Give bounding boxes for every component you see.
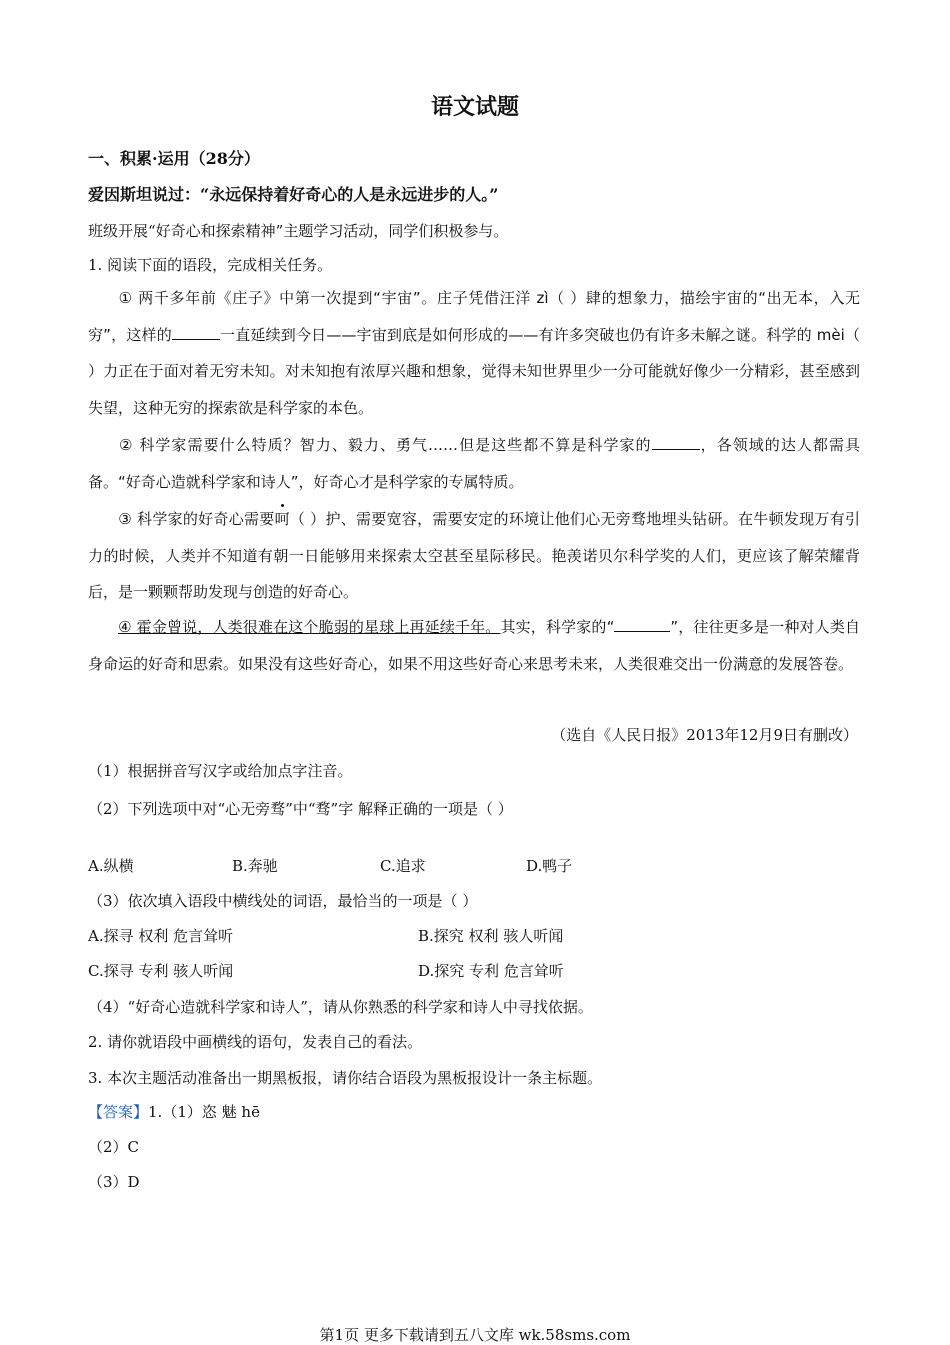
page-footer: 第1页 更多下载请到五八文库 wk.58sms.com [319, 1326, 631, 1344]
passage-paragraph-1 [88, 280, 860, 427]
passage-text: （ ）护、需要宽容，需要安定的环境让他们心无旁骛地埋头钻研。在牛顿发现万有引力的时候，人类并不知道有朝一日能够用来探索太空甚至星际移民。艳羡诺贝尔科学奖的人们，更应该了解荣耀背后，是一颗颗帮助发现与创造的好奇心。 [88, 510, 860, 602]
sub-question-3: （3）依次填入语段中横线处的词语，最恰当的一项是（ ） [88, 892, 478, 910]
fill-blank [614, 617, 670, 632]
sub-question-4: （4）“好奇心造就科学家和诗人”，请从你熟悉的科学家和诗人中寻找依据。 [88, 998, 593, 1016]
question-2: 2. 请你就语段中画横线的语句，发表自己的看法。 [88, 1033, 423, 1051]
fill-blank [172, 325, 220, 340]
intro-text: 班级开展“好奇心和探索精神”主题学习活动，同学们积极参与。 [88, 222, 509, 240]
answer-line-2: （2）C [88, 1138, 140, 1156]
passage-text: 其实，科学家的“ [500, 618, 615, 636]
option-a: A.纵横 [88, 857, 134, 875]
section-heading: 一、积累·运用（28分） [88, 149, 260, 168]
answer-line-1 [88, 1101, 260, 1122]
sub-question-1: （1）根据拼音写汉字或给加点字注音。 [88, 762, 353, 780]
source-citation: （选自《人民日报》2013年12月9日有删改） [551, 726, 858, 744]
answer-line-3: （3）D [88, 1173, 140, 1191]
option-c: C.追求 [380, 857, 426, 875]
passage-text: ② 科学家需要什么特质？智力、毅力、勇气……但是这些都不算是科学家的 [118, 436, 652, 454]
passage-text: ，各领域的达人都需具备。“好奇心造就科学家和诗人”，好奇心才是科学家的专属特质。 [88, 436, 860, 491]
question-3: 3. 本次主题活动准备出一期黑板报，请你结合语段为黑板报设计一条主标题。 [88, 1069, 603, 1087]
option-d: D.鸭子 [526, 857, 573, 875]
passage-text: 一直延续到今日——宇宙到底是如何形成的——有许多突破也仍有许多未解之谜。科学的 mèi（ ）力正在于面对着无穷未知。对未知抱有浓厚兴趣和想象，觉得未知世界里少一分可能就好像少一分精彩，甚至感到失望，这种无穷的探索欲是科学家的本色。 [88, 325, 860, 418]
einstein-quote: 爱因斯坦说过：“永远保持着好奇心的人是永远进步的人。” [88, 185, 499, 204]
option-c: C.探寻 专利 骇人听闻 [88, 962, 234, 980]
option-a: A.探寻 权利 危言耸听 [88, 927, 234, 945]
option-b: B.探究 权利 骇人听闻 [418, 927, 564, 945]
sub-question-2: （2）下列选项中对“心无旁骛”中“骛”字 解释正确的一项是（ ） [88, 800, 513, 818]
underlined-sentence: ④ 霍金曾说，人类很难在这个脆弱的星球上再延续千年。 [118, 618, 501, 636]
option-d: D.探究 专利 危言耸听 [418, 962, 564, 980]
page-title: 语文试题 [430, 94, 519, 120]
answer-tag: 【答案】 [88, 1103, 149, 1121]
passage-text: ”，往往更多是一种对人类自身命运的好奇和思索。如果没有这些好奇心，如果不用这些好奇心来思考未来，人类很难交出一份满意的发展答卷。 [88, 618, 860, 673]
answer-text: 1.（1）恣 魅 hē [148, 1103, 260, 1121]
fill-blank [652, 435, 700, 450]
passage-text: ① 两千多年前《庄子》中第一次提到“宇宙”。庄子凭借汪洋 zì（ ）肆的想象力，描绘宇宙的“出无本，入无穷”，这样的 [88, 289, 860, 344]
passage-paragraph-4 [88, 609, 860, 682]
question-1-stem: 1. 阅读下面的语段，完成相关任务。 [88, 256, 333, 274]
passage-text: ③ 科学家的好奇心需要 [118, 510, 275, 528]
option-b: B.奔驰 [232, 857, 278, 875]
dotted-character: 呵 [274, 510, 290, 528]
passage-paragraph-3 [88, 501, 860, 611]
passage-paragraph-2 [88, 427, 860, 500]
